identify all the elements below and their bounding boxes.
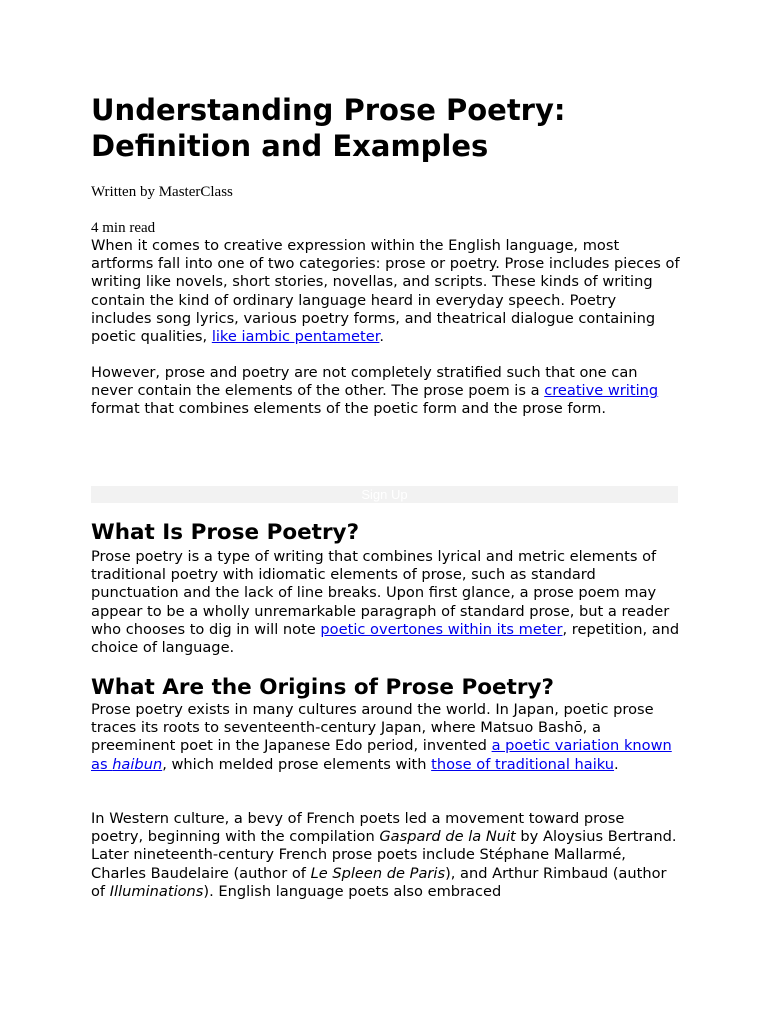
section-2-p1-text: Prose poetry exists in many cultures around the world. In Japan, poetic prose traces its roots to seventeenth-century Japan, where Matsuo Bashō, a preeminent poet in the Japanese Edo period, invented	[91, 701, 654, 755]
poetic-overtones-link[interactable]: poetic overtones within its meter	[320, 620, 563, 638]
iambic-pentameter-link[interactable]: like iambic pentameter	[211, 328, 380, 346]
intro-paragraph-2-end: format that combines elements of the poetic form and the prose form.	[91, 400, 606, 418]
section-2-p1-mid: , which melded prose elements with	[162, 755, 432, 773]
section-1-paragraph	[91, 548, 681, 657]
intro-paragraph-1-text: When it comes to creative expression within the English language, most artforms fall into one of two categories: prose or poetry. Prose includes pieces of writing like novels, short stories, novellas, and scripts. These kinds of writing contain the kind of ordinary language heard in everyday speech. Poetry includes song lyrics, various poetry forms, and theatrical dialogue containing poetic qualities,	[91, 237, 680, 346]
page-title	[91, 92, 679, 164]
section-2-paragraph-1	[91, 701, 681, 774]
section-heading-what-is-prose-poetry: What Is Prose Poetry?	[91, 520, 360, 545]
section-2-paragraph-2	[91, 810, 681, 901]
byline: Written by MasterClass	[91, 184, 233, 200]
section-2-p2-a: In Western culture, a bevy of French poets led a movement toward prose poetry, beginning with the compilation	[91, 810, 625, 846]
traditional-haiku-link[interactable]: those of traditional haiku	[431, 755, 615, 773]
intro-paragraph-2-text: However, prose and poetry are not completely stratified such that one can never contain the elements of the other. The prose poem is a	[91, 364, 638, 400]
intro-paragraph-1-end: .	[379, 328, 385, 346]
section-2-p2-d: ). English language poets also embraced	[203, 882, 502, 900]
spleen-title: Le Spleen de Paris	[310, 864, 446, 882]
section-1-end: , repetition, and choice of language.	[91, 620, 680, 657]
intro-paragraph-1	[91, 237, 681, 346]
section-2-p1-end: .	[614, 755, 619, 773]
page-title-line-1: Understanding Prose Poetry:	[91, 93, 566, 127]
read-time: 4 min read	[91, 220, 156, 236]
gaspard-title: Gaspard de la Nuit	[379, 828, 516, 846]
illuminations-title: Illuminations	[109, 882, 204, 900]
sign-up-button[interactable]: Sign Up	[91, 486, 678, 503]
section-heading-origins: What Are the Origins of Prose Poetry?	[91, 675, 554, 700]
haibun-link-italic: haibun	[112, 755, 163, 773]
section-2-p2-b: by Aloysius Bertrand. Later nineteenth-century French prose poets include Stéphane Mallarmé, Charles Baudelaire (author of	[91, 828, 677, 882]
intro-paragraph-2	[91, 364, 681, 419]
section-1-text: Prose poetry is a type of writing that combines lyrical and metric elements of traditional poetry with idiomatic elements of prose, such as standard punctuation and the lack of line breaks. Upon first glance, a prose poem may appear to be a wholly unremarkable paragraph of standard prose, but a reader who chooses to dig in will note	[91, 548, 670, 638]
haibun-link-text: a poetic variation known as	[91, 737, 672, 773]
creative-writing-link[interactable]: creative writing	[544, 382, 659, 400]
page-title-line-2: Definition and Examples	[91, 129, 489, 163]
section-2-p2-c: ), and Arthur Rimbaud (author of	[91, 864, 667, 900]
